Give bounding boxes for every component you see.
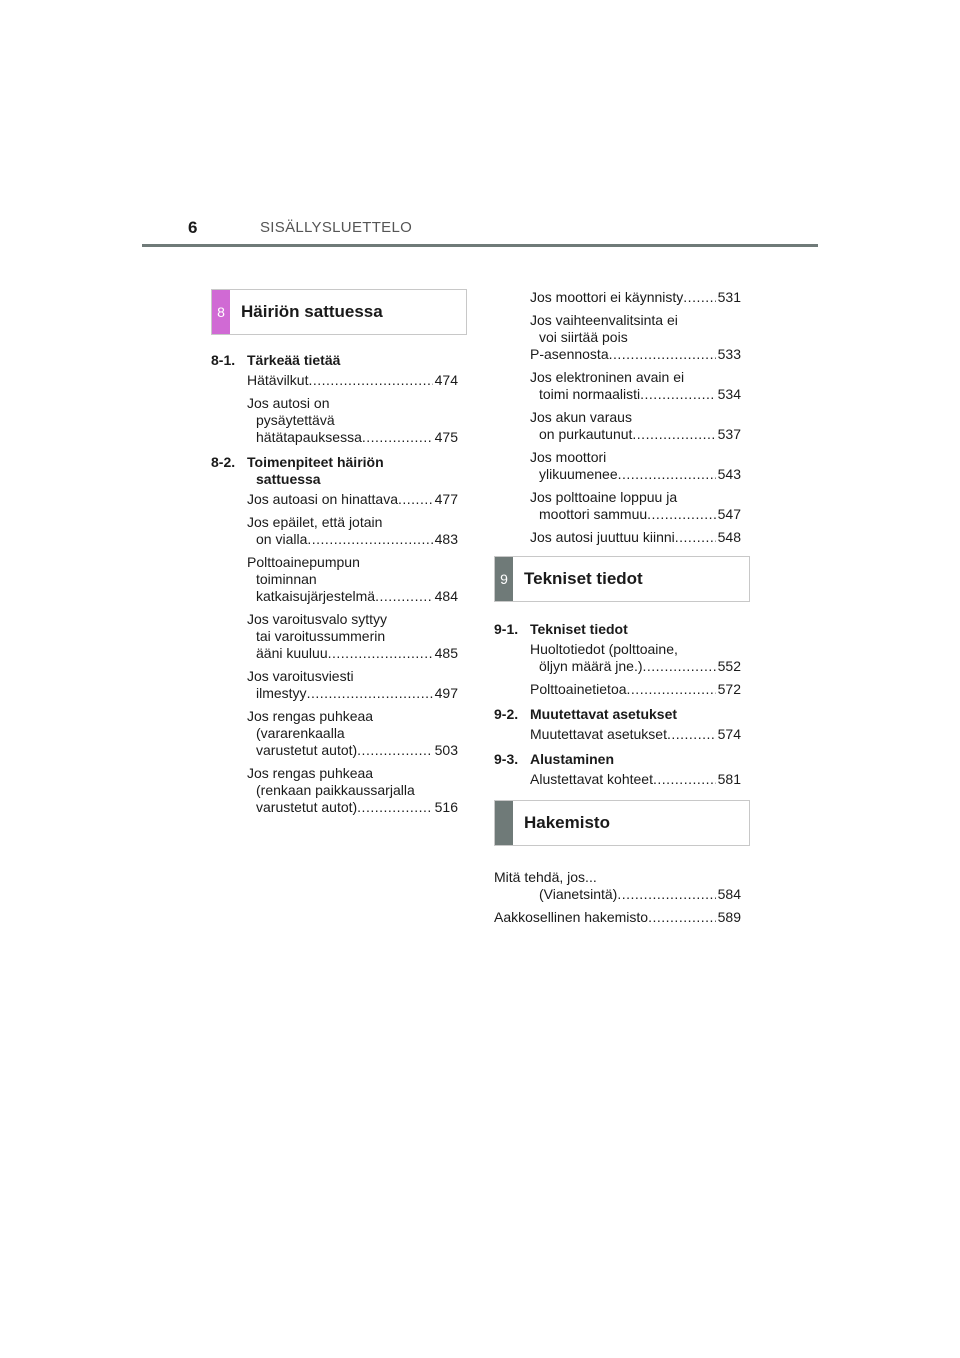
- entry-text: ääni kuuluu: [256, 645, 328, 661]
- leader-dots: [357, 799, 432, 816]
- entry-page: 572: [717, 681, 741, 697]
- section-title: Häiriön sattuessa: [241, 302, 383, 321]
- entry-text: moottori sammuu: [539, 506, 648, 522]
- entry-page: 484: [434, 588, 458, 604]
- entry-text: varustetut autot): [256, 742, 358, 758]
- group-number: 9-3.: [494, 751, 519, 767]
- entry-page: 589: [717, 909, 741, 925]
- leader-dots: [648, 909, 716, 926]
- group-title: [211, 454, 458, 488]
- entry-text: Mitä tehdä, jos...: [494, 869, 597, 885]
- group-title: Alustaminen: [530, 751, 615, 767]
- toc-group-8-1: [211, 352, 458, 446]
- leader-dots: [357, 742, 432, 759]
- entry-text: ylikuumenee: [539, 466, 618, 482]
- leader-dots: [675, 529, 716, 546]
- entry-text: (renkaan paikkaussarjalla: [256, 782, 415, 798]
- group-title: Muutettavat asetukset: [530, 706, 678, 722]
- group-number: 8-2.: [211, 454, 236, 470]
- section-tab: [495, 801, 513, 845]
- entry-page: 531: [717, 289, 741, 305]
- toc-entry[interactable]: [211, 491, 458, 508]
- toc-entry[interactable]: [494, 641, 741, 675]
- section-8-list: [211, 352, 458, 824]
- entry-text: Jos autosi on: [247, 395, 330, 411]
- section-tab: 9: [495, 557, 513, 601]
- entry-page: 474: [434, 372, 458, 388]
- toc-entry[interactable]: [494, 681, 741, 698]
- toc-entry[interactable]: [494, 869, 741, 903]
- section-tab: 8: [212, 290, 230, 334]
- section-9-list: [494, 621, 741, 796]
- entry-page: 485: [434, 645, 458, 661]
- section-title: Tekniset tiedot: [524, 569, 643, 588]
- leader-dots: [667, 726, 716, 743]
- toc-entry[interactable]: [494, 312, 741, 363]
- group-number: 9-1.: [494, 621, 519, 637]
- index-list: [494, 866, 741, 932]
- leader-dots: [640, 386, 716, 403]
- entry-text: (Vianetsintä): [539, 886, 618, 902]
- leader-dots: [643, 658, 716, 675]
- index-heading[interactable]: [494, 800, 750, 846]
- leader-dots: [609, 346, 716, 363]
- entry-page: 584: [717, 886, 741, 902]
- entry-page: 516: [434, 799, 458, 815]
- toc-group-9-3: [494, 751, 741, 788]
- entry-page: 534: [717, 386, 741, 402]
- leader-dots: [328, 645, 433, 662]
- entry-page: 552: [717, 658, 741, 674]
- group-number: 9-2.: [494, 706, 519, 722]
- entry-text: Jos polttoaine loppuu ja: [530, 489, 678, 505]
- toc-entry[interactable]: [211, 554, 458, 605]
- group-title-line: sattuessa: [256, 471, 321, 487]
- entry-text: voi siirtää pois: [539, 329, 628, 345]
- entry-text: on purkautunut: [539, 426, 633, 442]
- leader-dots: [307, 685, 433, 702]
- entry-page: 483: [434, 531, 458, 547]
- page-header: [142, 216, 818, 246]
- group-number: 8-1.: [211, 352, 236, 368]
- group-title: Tekniset tiedot: [530, 621, 628, 637]
- leader-dots: [647, 506, 715, 523]
- section-8-continued-list: [494, 286, 741, 552]
- header-divider: [142, 244, 818, 247]
- group-title-line: Toimenpiteet häiriön: [247, 454, 384, 470]
- entry-text: Jos elektroninen avain ei: [530, 369, 685, 385]
- leader-dots: [307, 531, 432, 548]
- leader-dots: [618, 466, 716, 483]
- leader-dots: [653, 771, 716, 788]
- leader-dots: [632, 426, 715, 443]
- entry-page: 497: [434, 685, 458, 701]
- entry-text: toiminnan: [256, 571, 317, 587]
- toc-entry[interactable]: [211, 708, 458, 759]
- leader-dots: [627, 681, 716, 698]
- entry-text: P-asennosta: [530, 346, 609, 362]
- entry-page: 477: [434, 491, 458, 507]
- entry-text: varustetut autot): [256, 799, 358, 815]
- entry-page: 548: [717, 529, 741, 545]
- entry-text: Polttoainetietoa: [530, 681, 627, 697]
- entry-text: ilmestyy: [256, 685, 307, 701]
- section-title: Hakemisto: [524, 813, 610, 832]
- toc-group-8-2: [211, 454, 458, 816]
- entry-text: öljyn määrä jne.): [539, 658, 643, 674]
- group-title: Tärkeää tietää: [247, 352, 341, 368]
- entry-text: Jos rengas puhkeaa: [247, 708, 374, 724]
- entry-text: on vialla: [256, 531, 308, 547]
- entry-page: 503: [434, 742, 458, 758]
- page-number: 6: [188, 218, 198, 237]
- leader-dots: [308, 372, 432, 389]
- toc-entry[interactable]: [494, 369, 741, 403]
- toc-entry[interactable]: [494, 909, 741, 926]
- entry-page: 533: [717, 346, 741, 362]
- entry-page: 574: [717, 726, 741, 742]
- toc-entry[interactable]: [494, 289, 741, 306]
- entry-text: Hätävilkut: [247, 372, 309, 388]
- entry-page: 475: [434, 429, 458, 445]
- toc-entry[interactable]: [211, 668, 458, 702]
- toc-entry[interactable]: [494, 409, 741, 443]
- toc-entry[interactable]: [211, 395, 458, 446]
- entry-page: 543: [717, 466, 741, 482]
- entry-text: Jos autoasi on hinattava: [247, 491, 398, 507]
- entry-text: Jos rengas puhkeaa: [247, 765, 374, 781]
- entry-text: toimi normaalisti: [539, 386, 641, 402]
- entry-text: Alustettavat kohteet: [530, 771, 653, 787]
- toc-entry[interactable]: [211, 514, 458, 548]
- entry-text: pysäytettävä: [256, 412, 335, 428]
- leader-dots: [362, 429, 433, 446]
- toc-entry[interactable]: [494, 449, 741, 483]
- toc-group-9-2: [494, 706, 741, 743]
- entry-page: 547: [717, 506, 741, 522]
- toc-entry[interactable]: [494, 726, 741, 743]
- entry-text: Jos moottori ei käynnisty: [530, 289, 684, 305]
- toc-entry[interactable]: [211, 372, 458, 389]
- entry-text: Jos akun varaus: [530, 409, 632, 425]
- entry-text: Jos varoitusviesti: [247, 668, 354, 684]
- entry-text: Jos moottori: [530, 449, 607, 465]
- entry-text: tai varoitussummerin: [256, 628, 386, 644]
- entry-text: Aakkosellinen hakemisto: [494, 909, 649, 925]
- entry-text: Jos autosi juuttuu kiinni: [530, 529, 675, 545]
- entry-page: 581: [717, 771, 741, 787]
- entry-text: Muutettavat asetukset: [530, 726, 667, 742]
- leader-dots: [683, 289, 715, 306]
- page-title: SISÄLLYSLUETTELO: [260, 219, 413, 236]
- entry-text: Jos epäilet, että jotain: [247, 514, 383, 530]
- toc-group-9-1: [494, 621, 741, 698]
- section-8-heading[interactable]: [211, 289, 467, 335]
- leader-dots: [398, 491, 433, 508]
- entry-text: Huoltotiedot (polttoaine,: [530, 641, 678, 657]
- entry-text: katkaisujärjestelmä: [256, 588, 376, 604]
- toc-entry[interactable]: [494, 529, 741, 546]
- entry-text: Polttoainepumpun: [247, 554, 360, 570]
- entry-text: Jos vaihteenvalitsinta ei: [530, 312, 678, 328]
- entry-text: hätätapauksessa: [256, 429, 362, 445]
- entry-text: Jos varoitusvalo syttyy: [247, 611, 388, 627]
- toc-entry[interactable]: [211, 765, 458, 816]
- toc-entry[interactable]: [494, 489, 741, 523]
- leader-dots: [617, 886, 715, 903]
- section-9-heading[interactable]: [494, 556, 750, 602]
- toc-entry[interactable]: [494, 771, 741, 788]
- entry-text: (vararenkaalla: [256, 725, 345, 741]
- entry-page: 537: [717, 426, 741, 442]
- leader-dots: [375, 588, 433, 605]
- toc-entry[interactable]: [211, 611, 458, 662]
